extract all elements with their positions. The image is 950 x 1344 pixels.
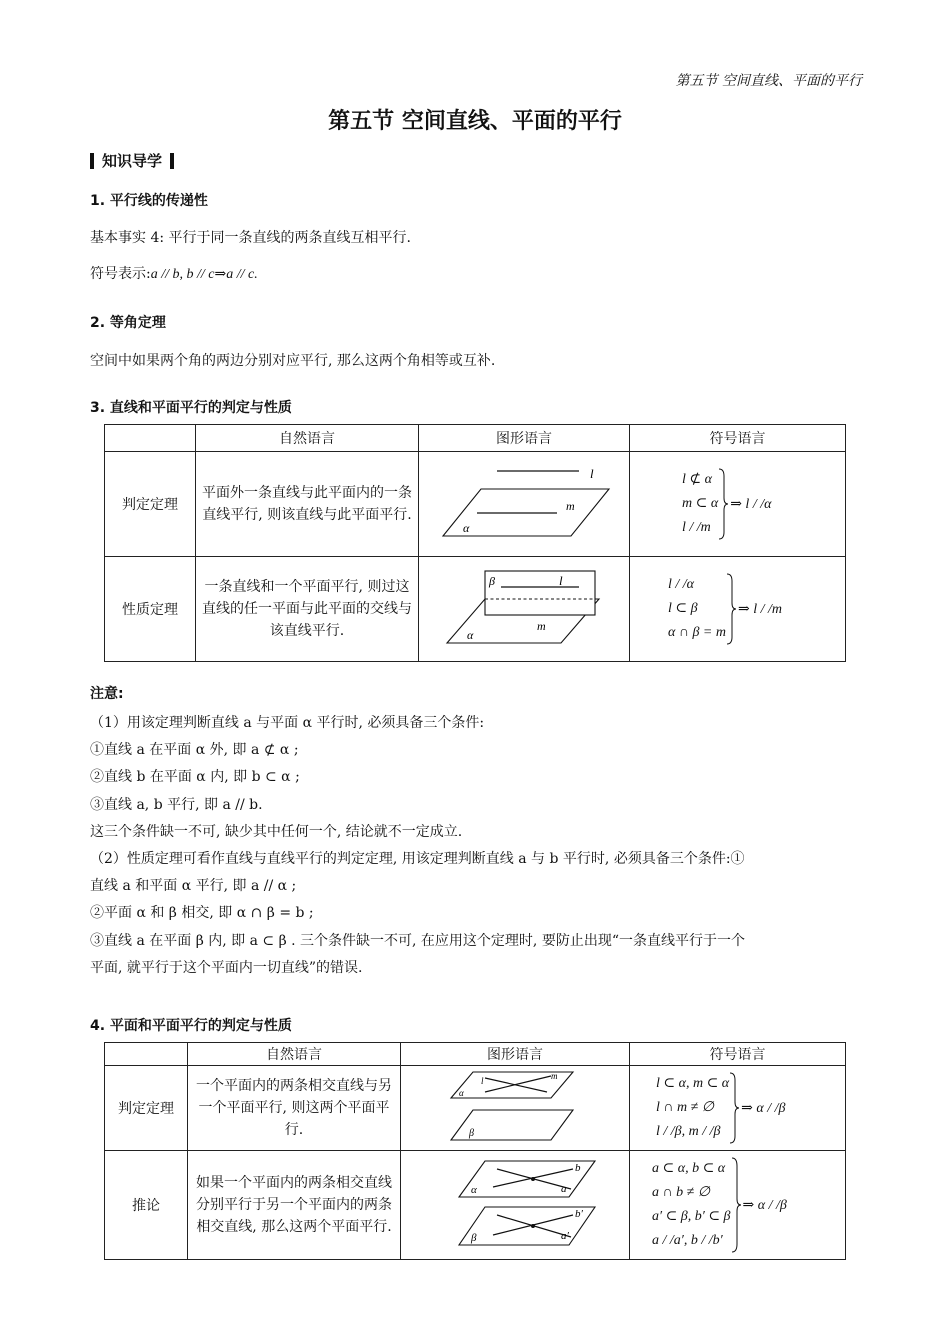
- fig-label: α: [459, 1088, 464, 1098]
- sym-line: l / /α: [668, 577, 695, 592]
- line-parallel-plane-figure: [419, 452, 629, 552]
- s1-line2-formula: a // b, b // c⇒a // c.: [150, 267, 258, 282]
- corollary-planes-figure: [401, 1151, 629, 1255]
- symbol-block: [630, 573, 845, 645]
- fig-label: β: [471, 1232, 477, 1244]
- plane-intersection-figure: [419, 557, 629, 657]
- s1-line1: 基本事实 4: 平行于同一条直线的两条直线互相平行.: [90, 230, 411, 246]
- sym-line: l ⊂ α, m ⊂ α: [656, 1076, 730, 1091]
- two-planes-figure: [401, 1066, 629, 1146]
- fig-label: α: [467, 628, 474, 642]
- table-row: [105, 1066, 846, 1151]
- note-body: [90, 710, 870, 982]
- corner-cell: [105, 1043, 188, 1066]
- note-line: ②直线 b 在平面 α 内, 即 b ⊂ α ;: [90, 769, 300, 786]
- corner-cell: [105, 425, 196, 452]
- section-guide: [90, 150, 174, 171]
- row-label: 推论: [105, 1151, 188, 1260]
- fig-label: α: [463, 521, 470, 535]
- fig-label: b: [575, 1162, 581, 1174]
- note-line: （2）性质定理可看作直线与直线平行的判定定理, 用该定理判断直线 a 与 b 平行时, 必须具备三个条件:①: [90, 851, 745, 868]
- symbol-block: [630, 468, 845, 540]
- guide-label: 知识导学: [102, 152, 163, 170]
- col-header: 符号语言: [630, 425, 846, 452]
- brace-icon: [718, 468, 728, 540]
- note-heading: 注意:: [90, 686, 124, 702]
- brace-icon: [729, 1072, 739, 1144]
- col-header: 自然语言: [196, 425, 419, 452]
- sym-line: l / /m: [682, 520, 711, 535]
- s1-line2: [90, 263, 258, 283]
- sym-line: a ∩ b ≠ ∅: [652, 1185, 710, 1200]
- sym-line: a ⊂ α, b ⊂ α: [652, 1161, 726, 1176]
- s4-heading: 4. 平面和平面平行的判定与性质: [90, 1018, 292, 1034]
- running-header: 第五节 空间直线、平面的平行: [675, 73, 862, 89]
- sym-line: l ⊂ β: [668, 601, 698, 616]
- sym-result: ⇒ l / /α: [730, 496, 772, 512]
- col-header: 图形语言: [419, 425, 630, 452]
- sym-line: a′ ⊂ β, b′ ⊂ β: [652, 1209, 731, 1224]
- brace-icon: [726, 573, 736, 645]
- fig-label: m: [537, 619, 546, 633]
- fig-label: l: [481, 1076, 484, 1086]
- sym-result: ⇒ α / /β: [742, 1197, 787, 1213]
- row-label: 性质定理: [105, 557, 196, 662]
- note-line: 这三个条件缺一不可, 缺少其中任何一个, 结论就不一定成立.: [90, 823, 463, 840]
- table-row: [105, 557, 846, 662]
- fig-label: a: [561, 1183, 567, 1195]
- sym-line: α ∩ β = m: [668, 625, 726, 640]
- symbol-block: [630, 1157, 845, 1253]
- sym-line: a / /a′, b / /b′: [652, 1233, 723, 1248]
- col-header: 图形语言: [401, 1043, 630, 1066]
- s2-heading: 2. 等角定理: [90, 315, 166, 331]
- col-header: 自然语言: [188, 1043, 401, 1066]
- bar-right: [170, 153, 174, 169]
- row-label: 判定定理: [105, 452, 196, 557]
- note-line: ③直线 a 在平面 β 内, 即 a ⊂ β . 三个条件缺一不可, 在应用这个定理时, 要防止出现“一条直线平行于一个: [90, 932, 745, 949]
- note-line: ③直线 a, b 平行, 即 a // b.: [90, 796, 263, 813]
- bar-left: [90, 153, 94, 169]
- row-text: 平面外一条直线与此平面内的一条直线平行, 则该直线与此平面平行.: [202, 485, 412, 523]
- sym-line: l ⊄ α: [682, 472, 712, 487]
- fig-label: m: [551, 1071, 558, 1081]
- symbol-block: [630, 1072, 845, 1144]
- s3-heading: 3. 直线和平面平行的判定与性质: [90, 400, 292, 416]
- note-line: 直线 a 和平面 α 平行, 即 a // α ;: [90, 878, 297, 895]
- fig-label: l: [559, 573, 563, 588]
- s2-line1: 空间中如果两个角的两边分别对应平行, 那么这两个角相等或互补.: [90, 353, 496, 369]
- row-text: 一个平面内的两条相交直线与另一个平面平行, 则这两个平面平行.: [196, 1078, 392, 1138]
- table-row: [105, 1151, 846, 1260]
- note-line: （1）用该定理判断直线 a 与平面 α 平行时, 必须具备三个条件:: [90, 715, 485, 731]
- fig-label: m: [566, 499, 575, 513]
- col-header: 符号语言: [630, 1043, 846, 1066]
- plane-plane-table: [104, 1042, 846, 1260]
- table-row: [105, 452, 846, 557]
- sym-line: m ⊂ α: [682, 496, 719, 511]
- row-text: 如果一个平面内的两条相交直线分别平行于另一个平面内的两条相交直线, 那么这两个平面平行.: [196, 1175, 392, 1235]
- fig-label: β: [489, 574, 495, 588]
- s1-heading: 1. 平行线的传递性: [90, 193, 208, 209]
- fig-label: α: [471, 1184, 477, 1196]
- sym-line: l / /β, m / /β: [656, 1124, 721, 1139]
- sym-result: ⇒ α / /β: [741, 1100, 786, 1116]
- s1-line2-prefix: 符号表示:: [90, 266, 151, 282]
- sym-line: l ∩ m ≠ ∅: [656, 1100, 714, 1115]
- row-text: 一条直线和一个平面平行, 则过这直线的任一平面与此平面的交线与该直线平行.: [202, 579, 412, 639]
- row-label: 判定定理: [105, 1066, 188, 1151]
- sym-result: ⇒ l / /m: [738, 601, 783, 617]
- line-plane-table: [104, 424, 846, 662]
- fig-label: l: [590, 466, 594, 481]
- note-line: ②平面 α 和 β 相交, 即 α ∩ β = b ;: [90, 905, 314, 922]
- fig-label: b′: [575, 1208, 583, 1220]
- brace-icon: [731, 1157, 741, 1253]
- fig-label: a′: [561, 1230, 569, 1242]
- note-line: ①直线 a 在平面 α 外, 即 a ⊄ α ;: [90, 742, 299, 759]
- page-title: 第五节 空间直线、平面的平行: [328, 109, 622, 134]
- note-line: 平面, 就平行于这个平面内一切直线”的错误.: [90, 959, 363, 976]
- fig-label: β: [469, 1128, 474, 1139]
